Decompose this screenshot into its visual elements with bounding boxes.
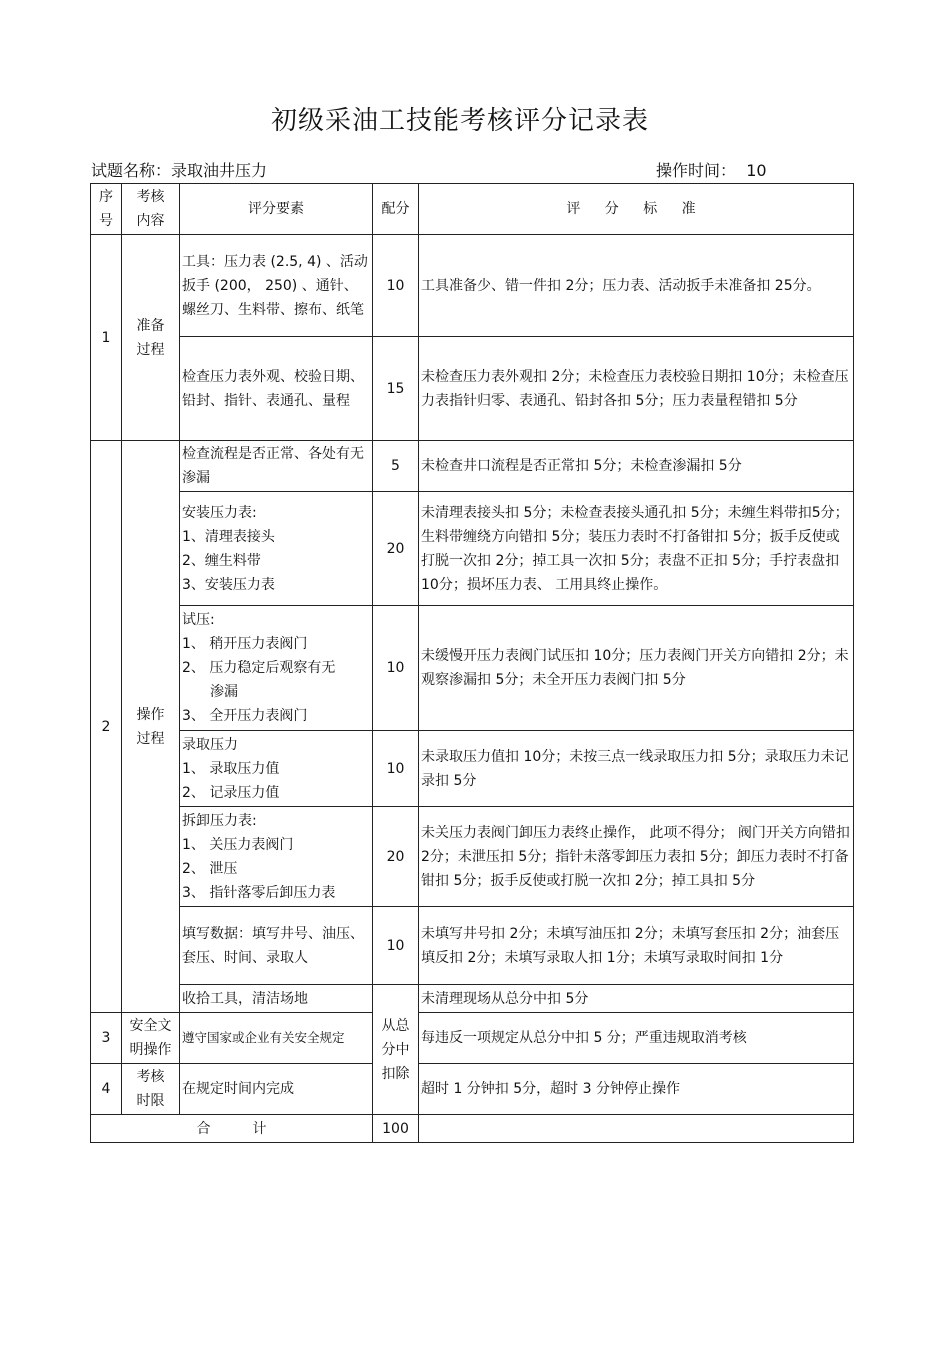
total-row: [91, 1115, 854, 1143]
section-content: 准备 过程: [122, 235, 180, 441]
merged-points-cell: 从总 分中 扣除: [373, 985, 419, 1115]
element-cell: 填写数据：填写井号、油压、套压、时间、录取人: [180, 907, 373, 985]
total-label: 合 计: [91, 1115, 373, 1143]
element-cell: 检查压力表外观、校验日期、铅封、指针、表通孔、量程: [180, 337, 373, 441]
section-content: 考核 时限: [122, 1064, 180, 1115]
criteria-cell: 未缓慢开压力表阀门试压扣 10分；压力表阀门开关方向错扣 2分；未观察渗漏扣 5分；未全开压力表阀门扣 5分: [419, 606, 854, 731]
criteria-cell: 未录取压力值扣 10分；未按三点一线录取压力扣 5分；录取压力未记录扣 5分: [419, 731, 854, 807]
table-row: [91, 1064, 854, 1115]
points-cell: 20: [373, 492, 419, 606]
points-cell: 10: [373, 606, 419, 731]
table-row: [91, 337, 854, 441]
table-row: [91, 907, 854, 985]
criteria-cell: 未清理表接头扣 5分；未检查表接头通孔扣 5分；未缠生料带扣5分；生料带缠绕方向错扣 5分；装压力表时不打备钳扣 5分；扳手反使或打脱一次扣 2分；掉工具一次扣 5分；表盘不正扣 5分；手拧表盘扣 10分；损坏压力表、 工用具终止操作。: [419, 492, 854, 606]
section-seq: 3: [91, 1013, 122, 1064]
section-seq: 1: [91, 235, 122, 441]
element-cell: 遵守国家或企业有关安全规定: [180, 1013, 373, 1064]
table-row: [91, 1013, 854, 1064]
element-cell: 检查流程是否正常、各处有无渗漏: [180, 441, 373, 492]
header-points: 配分: [373, 184, 419, 235]
criteria-cell: 超时 1 分钟扣 5分，超时 3 分钟停止操作: [419, 1064, 854, 1115]
question-label: 试题名称：: [91, 161, 172, 180]
question-name: [91, 158, 267, 181]
total-criteria: [419, 1115, 854, 1143]
table-row: [91, 985, 854, 1013]
element-cell: 收拾工具，清洁场地: [180, 985, 373, 1013]
table-row: [91, 235, 854, 337]
element-cell: 录取压力 1、 录取压力值 2、 记录压力值: [180, 731, 373, 807]
header-content: 考核 内容: [122, 184, 180, 235]
header-element: 评分要素: [180, 184, 373, 235]
element-cell: 在规定时间内完成: [180, 1064, 373, 1115]
points-cell: 10: [373, 731, 419, 807]
points-cell: 15: [373, 337, 419, 441]
points-cell: 10: [373, 907, 419, 985]
criteria-cell: 未清理现场从总分中扣 5分: [419, 985, 854, 1013]
document-title: 初级采油工技能考核评分记录表: [270, 106, 649, 136]
table-row: [91, 441, 854, 492]
criteria-cell: 未检查压力表外观扣 2分；未检查压力表校验日期扣 10分；未检查压力表指针归零、表通孔、铅封各扣 5分；压力表量程错扣 5分: [419, 337, 854, 441]
points-cell: 10: [373, 235, 419, 337]
table-row: [91, 807, 854, 907]
element-cell: 工具：压力表 (2.5, 4) 、活动扳手 (200， 250) 、通针、螺丝刀、生料带、擦布、纸笔: [180, 235, 373, 337]
criteria-cell: 未关压力表阀门卸压力表终止操作， 此项不得分； 阀门开关方向错扣 2分；未泄压扣 5分；指针未落零卸压力表扣 5分；卸压力表时不打备钳扣 5分；扳手反使或打脱一次扣 2分；掉工具扣 5分: [419, 807, 854, 907]
criteria-cell: 每违反一项规定从总分中扣 5 分；严重违规取消考核: [419, 1013, 854, 1064]
criteria-cell: 未填写井号扣 2分；未填写油压扣 2分；未填写套压扣 2分；油套压填反扣 2分；未填写录取人扣 1分；未填写录取时间扣 1分: [419, 907, 854, 985]
table-row: [91, 492, 854, 606]
points-cell: 20: [373, 807, 419, 907]
element-cell: 拆卸压力表: 1、 关压力表阀门 2、 泄压 3、 指针落零后卸压力表: [180, 807, 373, 907]
header-criteria: 评 分 标 准: [419, 184, 854, 235]
table-row: [91, 731, 854, 807]
scoring-table: [90, 183, 854, 1143]
section-content: 操作 过程: [122, 441, 180, 1013]
section-seq: 2: [91, 441, 122, 1013]
section-seq: 4: [91, 1064, 122, 1115]
header-seq: 序 号: [91, 184, 122, 235]
element-cell: 试压: 1、 稍开压力表阀门 2、 压力稳定后观察有无 渗漏 3、 全开压力表阀门: [180, 606, 373, 731]
element-cell: 安装压力表: 1、清理表接头 2、缠生料带 3、安装压力表: [180, 492, 373, 606]
table-header-row: [91, 184, 854, 235]
total-points: 100: [373, 1115, 419, 1143]
points-cell: 5: [373, 441, 419, 492]
question-value: 录取油井压力: [171, 161, 268, 180]
time-value: 10: [746, 161, 767, 180]
criteria-cell: 工具准备少、错一件扣 2分；压力表、活动扳手未准备扣 25分。: [419, 235, 854, 337]
operation-time: [656, 158, 767, 181]
table-row: [91, 606, 854, 731]
section-content: 安全文 明操作: [122, 1013, 180, 1064]
criteria-cell: 未检查井口流程是否正常扣 5分；未检查渗漏扣 5分: [419, 441, 854, 492]
time-label: 操作时间：: [656, 161, 737, 180]
